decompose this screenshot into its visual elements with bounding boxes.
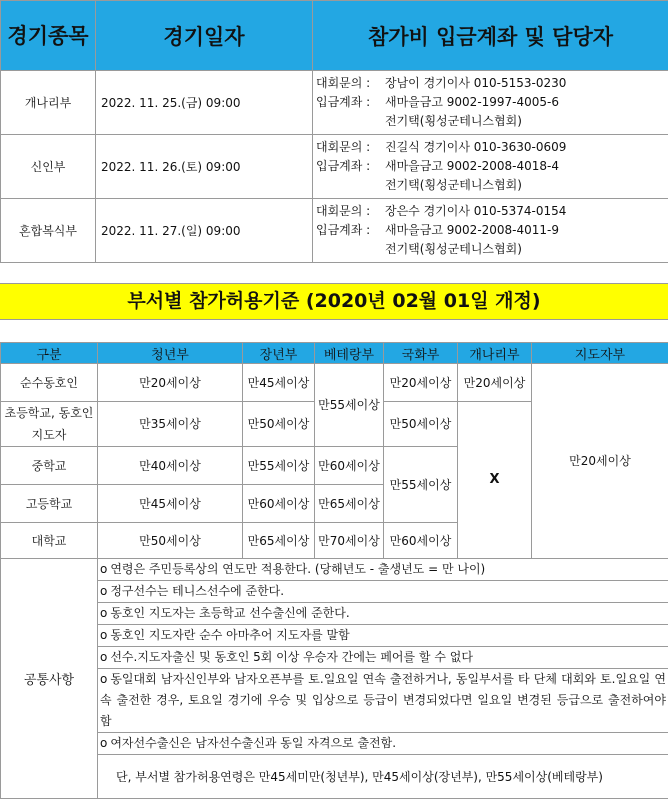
account-label: 입금계좌 : bbox=[316, 157, 385, 176]
col-senior: 장년부 bbox=[243, 343, 315, 364]
criteria-title: 부서별 참가허용기준 (2020년 02월 01일 개정) bbox=[0, 283, 668, 320]
notes-label: 공통사항 bbox=[1, 559, 98, 799]
cell-youth: 만35세이상 bbox=[98, 402, 243, 447]
cell-veteran: 만55세이상 bbox=[315, 364, 384, 447]
account-number: 새마을금고 9002-2008-4011-9 bbox=[385, 223, 559, 237]
account-label: 입금계좌 : bbox=[316, 93, 385, 112]
division-name: 신인부 bbox=[1, 135, 96, 199]
note-item: o 동일대회 남자신인부와 남자오픈부를 토.일요일 연속 출전하거나, 동일부서를 타 단체 대회와 토.일요일 연속 출전한 경우, 토요일 경기에 우승 및 입상으로 등급이 변경되었다면 일요일 변경된 등급으로 출전하여야 함 bbox=[98, 669, 668, 733]
row-label: 중학교 bbox=[1, 447, 98, 485]
schedule-table bbox=[0, 0, 668, 263]
division-name: 혼합복식부 bbox=[1, 199, 96, 263]
cell-veteran: 만65세이상 bbox=[315, 485, 384, 523]
inquiry-contact: 진길식 경기이사 010-3630-0609 bbox=[385, 140, 566, 154]
note-item: o 연령은 주민등록상의 연도만 적용한다. (당해년도 - 출생년도 = 만 나이) bbox=[98, 559, 668, 581]
col-veteran: 베테랑부 bbox=[315, 343, 384, 364]
col-category: 구분 bbox=[1, 343, 98, 364]
col-chrysanthemum: 국화부 bbox=[384, 343, 458, 364]
account-number: 새마을금고 9002-1997-4005-6 bbox=[385, 95, 559, 109]
header-fee-account: 참가비 입금계좌 및 담당자 bbox=[313, 1, 668, 71]
cell-senior: 만60세이상 bbox=[243, 485, 315, 523]
col-forsythia: 개나리부 bbox=[458, 343, 532, 364]
cell-youth: 만40세이상 bbox=[98, 447, 243, 485]
note-item: o 동호인 지도자는 초등학교 선수출신에 준한다. bbox=[98, 603, 668, 625]
account-holder: 전기택(횡성군테니스협회) bbox=[385, 114, 522, 128]
inquiry-label: 대회문의 : bbox=[316, 74, 385, 93]
inquiry-label: 대회문의 : bbox=[316, 202, 385, 221]
inquiry-contact: 장은수 경기이사 010-5374-0154 bbox=[385, 204, 566, 218]
match-date: 2022. 11. 25.(금) 09:00 bbox=[96, 71, 313, 135]
cell-forsythia: 만20세이상 bbox=[458, 364, 532, 402]
note-item: o 동호인 지도자란 순수 아마추어 지도자를 말함 bbox=[98, 625, 668, 647]
match-date: 2022. 11. 26.(토) 09:00 bbox=[96, 135, 313, 199]
cell-veteran: 만70세이상 bbox=[315, 523, 384, 559]
account-holder: 전기택(횡성군테니스협회) bbox=[385, 178, 522, 192]
contact-info bbox=[313, 135, 668, 199]
cell-youth: 만20세이상 bbox=[98, 364, 243, 402]
match-date: 2022. 11. 27.(일) 09:00 bbox=[96, 199, 313, 263]
note-item: o 선수.지도자출신 및 동호인 5회 이상 우승자 간에는 페어를 할 수 없다 bbox=[98, 647, 668, 669]
col-youth: 청년부 bbox=[98, 343, 243, 364]
cell-senior: 만45세이상 bbox=[243, 364, 315, 402]
cell-chrysanthemum: 만20세이상 bbox=[384, 364, 458, 402]
notes-footer: 단, 부서별 참가허용연령은 만45세미만(청년부), 만45세이상(장년부), 만55세이상(베테랑부) bbox=[98, 755, 668, 799]
spacer bbox=[0, 263, 668, 283]
cell-chrysanthemum: 만50세이상 bbox=[384, 402, 458, 447]
account-holder: 전기택(횡성군테니스협회) bbox=[385, 242, 522, 256]
cell-chrysanthemum: 만60세이상 bbox=[384, 523, 458, 559]
cell-senior: 만50세이상 bbox=[243, 402, 315, 447]
row-label: 대학교 bbox=[1, 523, 98, 559]
account-number: 새마을금고 9002-2008-4018-4 bbox=[385, 159, 559, 173]
row-label: 고등학교 bbox=[1, 485, 98, 523]
cell-leader-all: 만20세이상 bbox=[532, 364, 668, 559]
inquiry-label: 대회문의 : bbox=[316, 138, 385, 157]
cell-chrysanthemum: 만55세이상 bbox=[384, 447, 458, 523]
note-item: o 정구선수는 테니스선수에 준한다. bbox=[98, 581, 668, 603]
cell-senior: 만55세이상 bbox=[243, 447, 315, 485]
cell-youth: 만45세이상 bbox=[98, 485, 243, 523]
spacer bbox=[0, 320, 668, 342]
row-label: 초등학교, 동호인지도자 bbox=[1, 402, 98, 447]
col-leader: 지도자부 bbox=[532, 343, 668, 364]
row-label: 순수동호인 bbox=[1, 364, 98, 402]
contact-info bbox=[313, 71, 668, 135]
account-label: 입금계좌 : bbox=[316, 221, 385, 240]
header-date: 경기일자 bbox=[96, 1, 313, 71]
cell-veteran: 만60세이상 bbox=[315, 447, 384, 485]
common-notes bbox=[0, 559, 668, 799]
note-item: o 여자선수출신은 남자선수출신과 동일 자격으로 출전함. bbox=[98, 733, 668, 755]
inquiry-contact: 장남이 경기이사 010-5153-0230 bbox=[385, 76, 566, 90]
cell-forsythia-x: X bbox=[458, 402, 532, 559]
cell-youth: 만50세이상 bbox=[98, 523, 243, 559]
division-name: 개나리부 bbox=[1, 71, 96, 135]
contact-info bbox=[313, 199, 668, 263]
criteria-table bbox=[0, 342, 668, 559]
cell-senior: 만65세이상 bbox=[243, 523, 315, 559]
header-event: 경기종목 bbox=[1, 1, 96, 71]
